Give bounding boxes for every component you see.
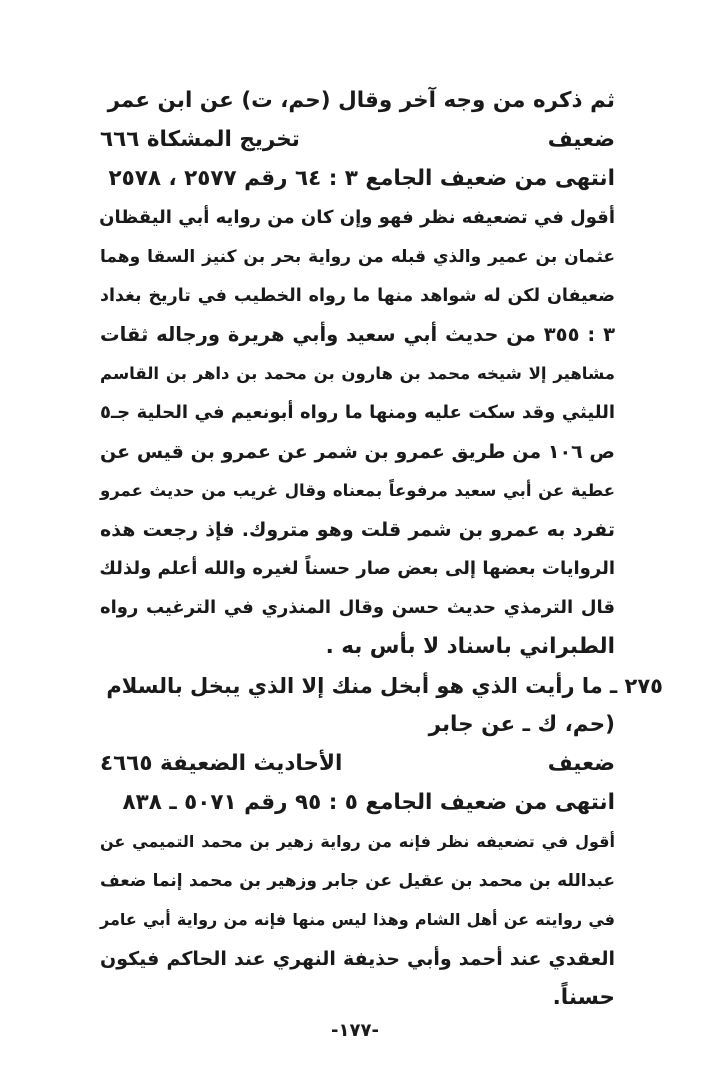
comment-line: عثمان بن عمير والذي قبله من رواية بحر بن كنيز السقا وهما — [100, 247, 615, 267]
comment-line: الروايات بعضها إلى بعض صار حسناً لغيره والله أعلم ولذلك — [99, 558, 615, 579]
comment-line: أقول في تضعيفه نظر فهو وإن كان من روايه أبي اليقظان — [99, 207, 615, 228]
comment-line: قال الترمذي حديث حسن وقال المنذري في الترغيب رواه — [100, 597, 615, 618]
comment-line: ص ١٠٦ من طريق عمرو بن شمر عن عمرو بن قيس عن — [100, 441, 615, 463]
comment-line: ٣ : ٣٥٥ من حديث أبي سعيد وأبي هريرة ورجاله ثقات — [100, 323, 615, 346]
comment-line: عبدالله بن محمد بن عقيل عن جابر وزهير بن محمد إنما ضعف — [100, 871, 615, 891]
reference-label: تخريج المشكاة ٦٦٦ — [100, 127, 300, 152]
comment-line: مشاهير إلا شيخه محمد بن هارون بن محمد بن داهر بن القاسم — [100, 364, 615, 383]
comment-line: أقول في تضعيفه نظر فإنه من رواية زهير بن محمد التميمي عن — [100, 832, 615, 851]
grade-reference-row — [100, 121, 615, 159]
comment-line: عطية عن أبي سعيد مرفوعاً بمعناه وقال غريب من حديث عمرو — [100, 481, 615, 500]
text-line: انتهى من ضعيف الجامع ٣ : ٦٤ رقم ٢٥٧٧ ، ٢٥٧٨ — [108, 166, 615, 191]
comment-line: الطبراني باسناد لا بأس به . — [325, 634, 615, 659]
comment-line: في روايته عن أهل الشام وهذا ليس منها فإنه من رواية أبي عامر — [100, 910, 615, 929]
comment-line: الليثي وقد سكت عليه ومنها ما رواه أبونعيم في الحلية جـ٥ — [100, 402, 615, 423]
page-number: -١٧٧- — [331, 1020, 379, 1041]
comment-line: ضعيفان لكن له شواهد منها ما رواه الخطيب في تاريخ بغداد — [100, 286, 615, 306]
hadith-source: (حم، ك ـ عن جابر — [428, 712, 615, 737]
hadith-entry-title: ٢٧٥ ـ ما رأيت الذي هو أبخل منك إلا الذي يبخل بالسلام — [106, 674, 663, 698]
comment-line: العقدي عند أحمد وأبي حذيفة النهري عند الحاكم فيكون — [100, 948, 615, 970]
reference-label: الأحاديث الضعيفة ٤٦٦٥ — [100, 751, 343, 776]
comment-line: تفرد به عمرو بن شمر قلت وهو متروك. فإذ رجعت هذه — [100, 519, 615, 541]
text-line: ثم ذكره من وجه آخر وقال (حم، ت) عن ابن عمر — [107, 88, 615, 113]
grade-label: ضعيف — [547, 127, 615, 152]
comment-line: حسناً. — [552, 985, 615, 1010]
grade-label: ضعيف — [547, 751, 615, 776]
text-line: انتهى من ضعيف الجامع ٥ : ٩٥ رقم ٥٠٧١ ـ ٨٣٨ — [122, 790, 615, 815]
grade-reference-row — [100, 745, 615, 783]
